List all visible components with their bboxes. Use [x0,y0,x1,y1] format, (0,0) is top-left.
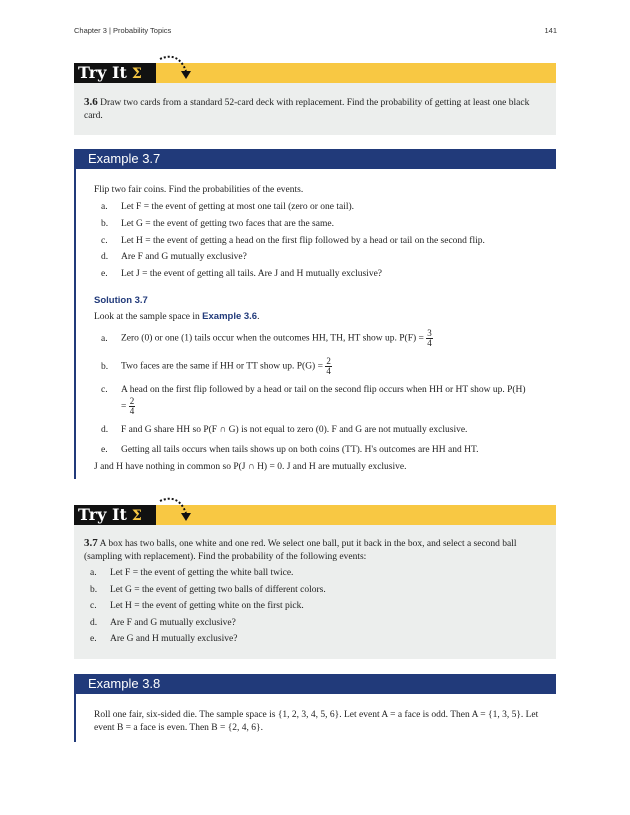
sigma-icon: Σ [131,508,142,524]
fraction: $\frac{2}{4}$ [129,396,135,416]
solution-item: c. A head on the first flip followed by a head or tail on the second flip occurs when HH or HT show up. P(H) = $\frac{2}{4}$ [101,385,526,416]
list-item: d. Are F and G mutually exclusive? [90,618,236,628]
sigma-icon: Σ [131,66,142,82]
fraction: $\frac{2}{4}$ [326,356,331,376]
try-it-box-3-6 [74,83,556,135]
try-it-banner [74,63,556,83]
curved-arrow-icon [156,53,196,83]
try-it-label: Try It Σ [74,505,156,525]
solution-item: e. Getting all tails occurs when tails shows up on both coins (TT). H's outcomes are HH and HT. [101,445,479,455]
page-number: 141 [544,26,557,35]
list-item: c. Let H = the event of getting a head on the first flip followed by a head or tail on the second flip. [101,236,485,246]
list-item: a. Let F = the event of getting at most one tail (zero or one tail). [101,202,355,212]
solution-item: a. Zero (0) or one (1) tails occur when the outcomes HH, TH, HT show up. P(F) = $\frac{3}{4}$ [101,328,432,348]
solution-3-7-title: Solution 3.7 [94,295,148,306]
try-it-banner [74,505,556,525]
example-3-8-text: Roll one fair, six-sided die. The sample space is {1, 2, 3, 4, 5, 6}. Let event A = a face is odd. Then A = {1, 3, 5}. Let event B = a face is even. Then B = {2, 4, 6}. [94,710,539,733]
example-3-6-link[interactable]: Example 3.6 [202,311,258,322]
list-item: e. Are G and H mutually exclusive? [90,634,238,644]
example-rule [74,694,76,742]
solution-intro: Look at the sample space in Example 3.6. [94,311,260,322]
try-it-3-6-text: 3.6 Draw two cards from a standard 52-card deck with replacement. Find the probability of getting at least one black card. [84,96,530,121]
example-3-8-heading: Example 3.8 [74,674,556,694]
fraction: $\frac{3}{4}$ [427,328,432,348]
try-it-label: Try It Σ [74,63,156,83]
solution-conclusion: J and H have nothing in common so P(J ∩ H) = 0. J and H are mutually exclusive. [94,462,407,472]
list-item: a. Let F = the event of getting the white ball twice. [90,568,294,578]
solution-item: b. Two faces are the same if HH or TT show up. P(G) = $\frac{2}{4}$ [101,356,331,376]
solution-item: d. F and G share HH so P(F ∩ G) is not equal to zero (0). F and G are not mutually exclusive. [101,425,468,435]
try-it-box-3-7 [74,525,556,659]
example-rule [74,169,76,479]
running-header-chapter: Chapter 3 | Probability Topics [74,26,172,35]
example-3-7-intro: Flip two fair coins. Find the probabilities of the events. [94,185,304,195]
curved-arrow-icon [156,495,196,525]
list-item: b. Let G = the event of getting two balls of different colors. [90,585,326,595]
example-3-7-heading: Example 3.7 [74,149,556,169]
try-it-3-7-text: 3.7 A box has two balls, one white and one red. We select one ball, put it back in the box, and select a second ball (sampling with replacement). Find the probability of the following events: [84,537,517,562]
list-item: b. Let G = the event of getting two faces that are the same. [101,219,334,229]
list-item: c. Let H = the event of getting white on the first pick. [90,601,304,611]
list-item: d. Are F and G mutually exclusive? [101,252,247,262]
list-item: e. Let J = the event of getting all tails. Are J and H mutually exclusive? [101,269,382,279]
